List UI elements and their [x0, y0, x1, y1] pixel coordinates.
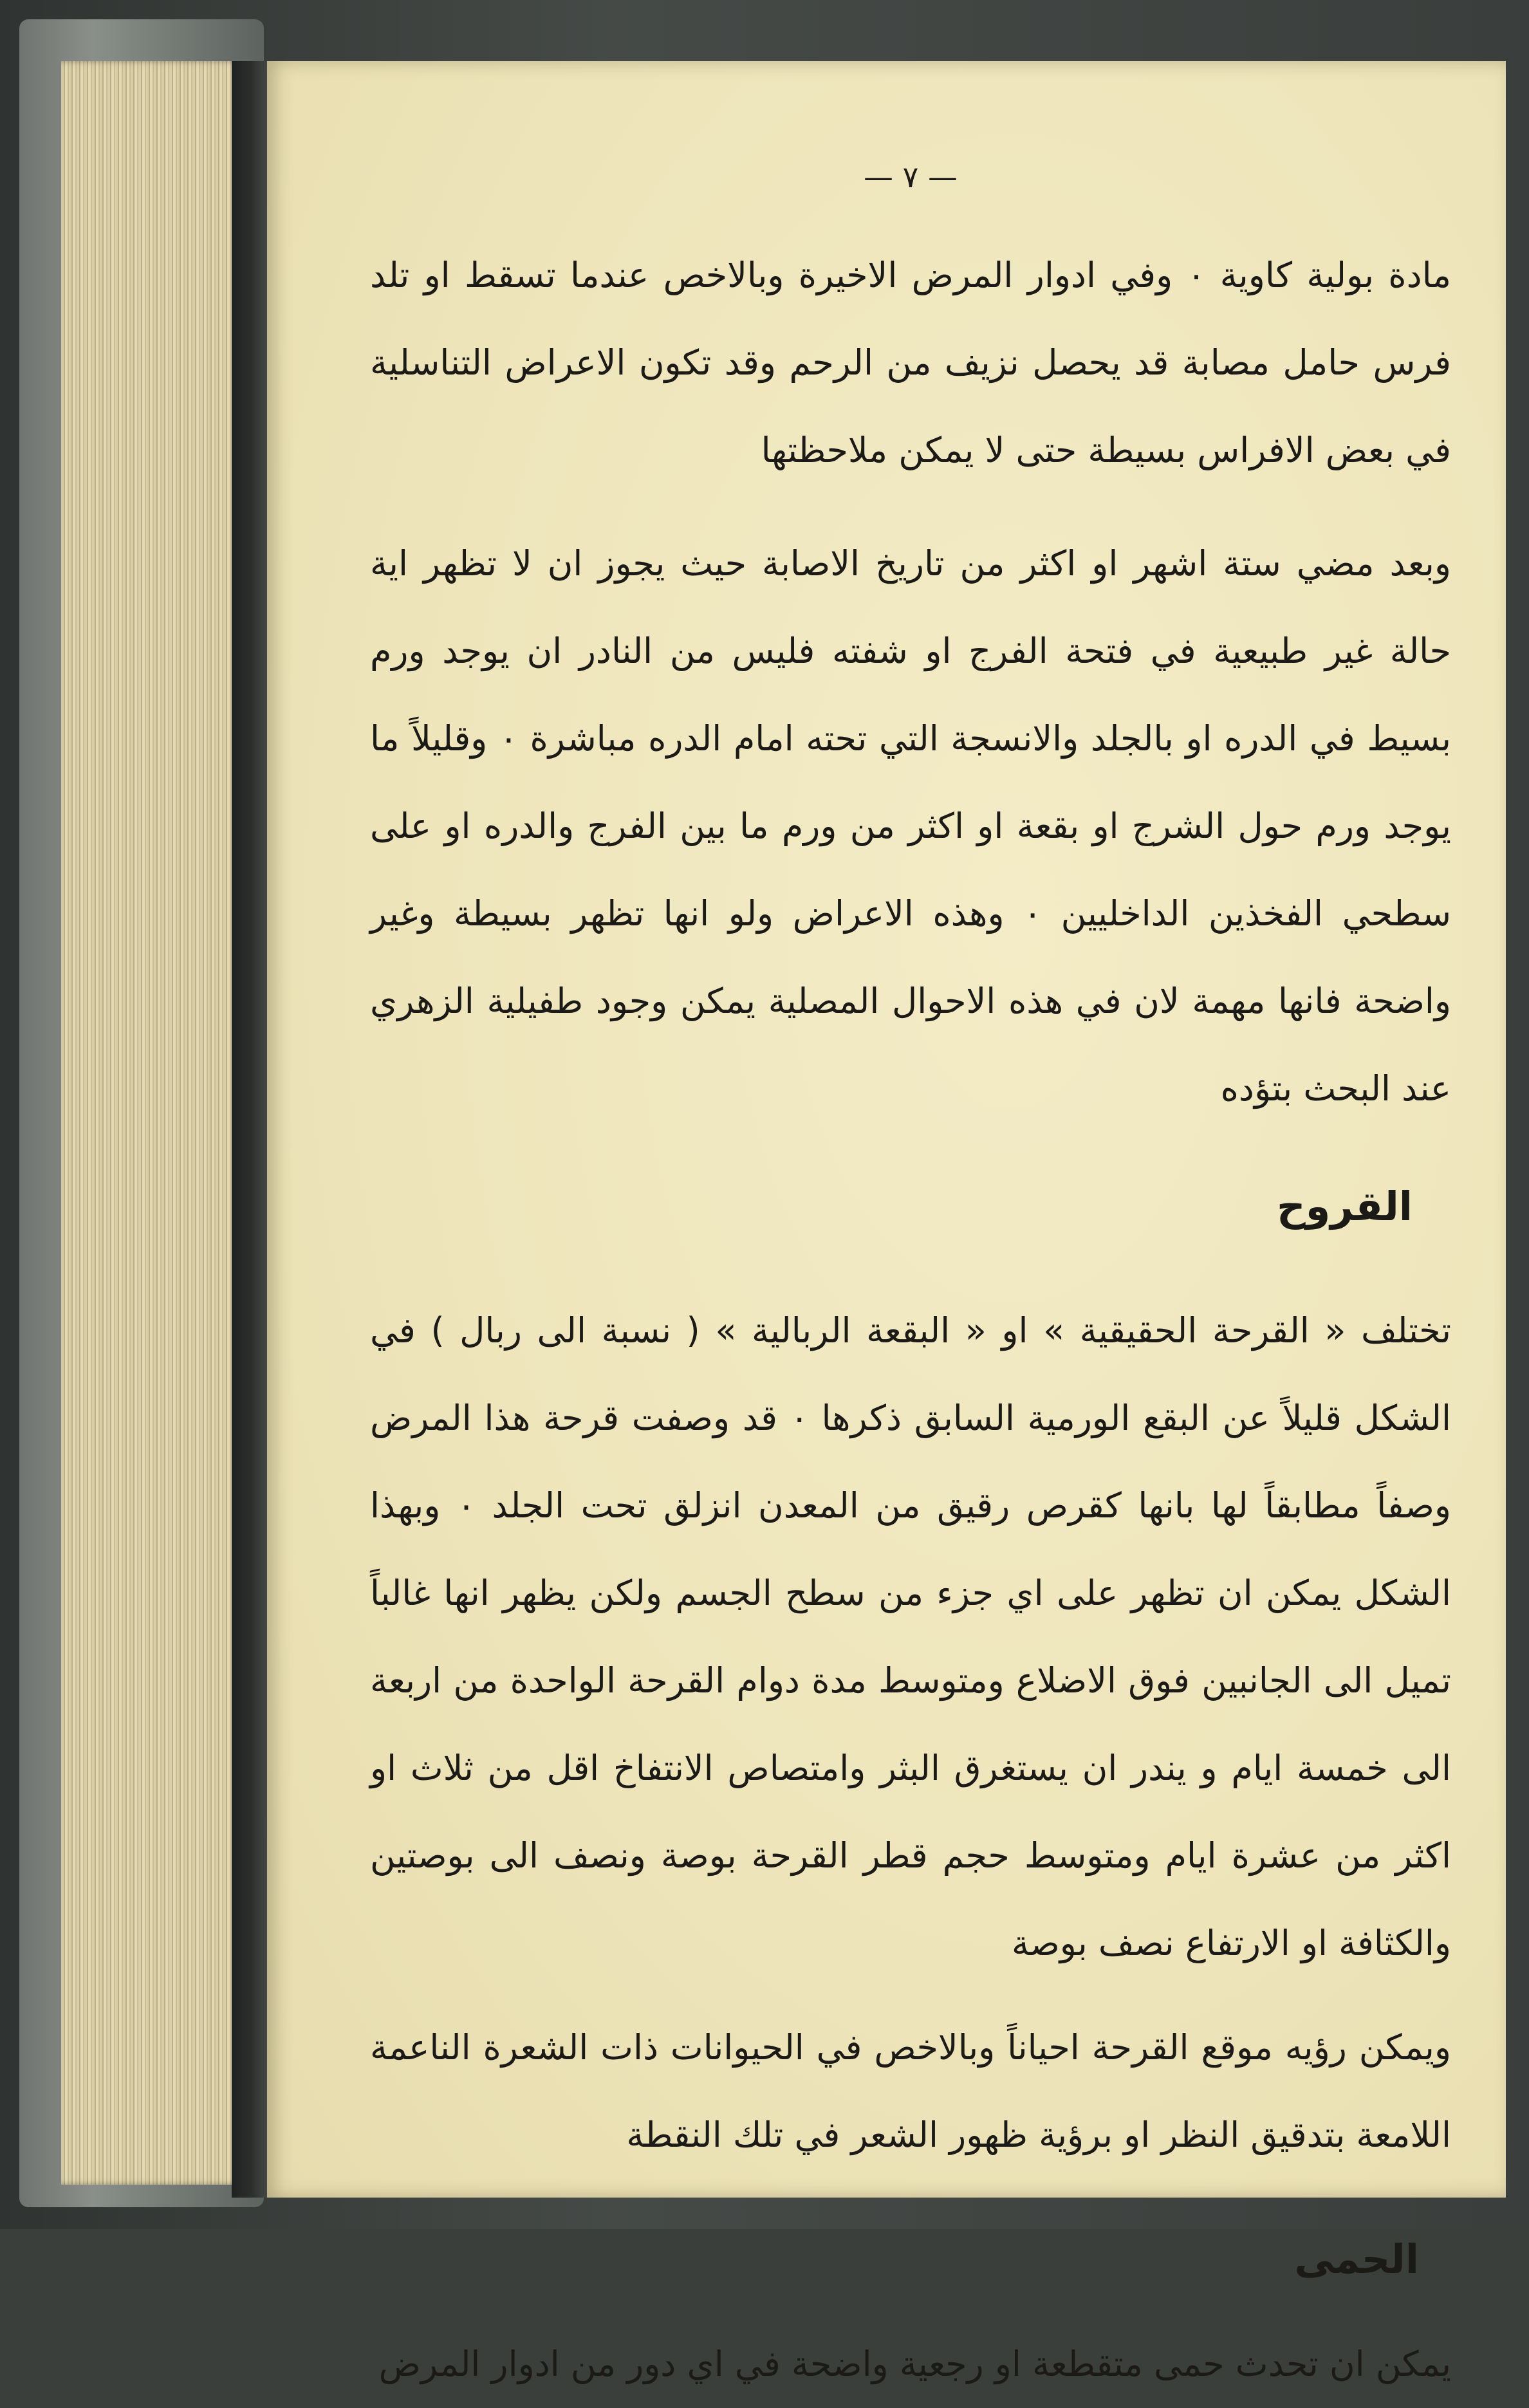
paragraph-1: مادة بولية كاوية ٠ وفي ادوار المرض الاخيرة وبالاخص عندما تسقط او تلد فرس حامل مصابة قد يحصل نزيف من الرحم وقد تكون الاعراض التناسلية في بعض الافراس بسيطة حتى لا يمكن ملاحظتها — [370, 255, 1451, 470]
book-gutter — [232, 61, 270, 2198]
paragraph-2: وبعد مضي ستة اشهر او اكثر من تاريخ الاصابة حيث يجوز ان لا تظهر اية حالة غير طبيعية في فتحة الفرج او شفته فليس من النادر ان يوجد ورم بسيط في الدره او بالجلد والانسجة التي تحته امام الدره مباشرة ٠ وقليلاً ما يوجد ورم حول الشرج او بقعة او اكثر من ورم ما بين الفرج والدره او على سطحي الفخذين الداخليين ٠ وهذه الاعراض ولو انها تظهر بسيطة وغير واضحة فانها مهمة لان في هذه الاحوال المصلية يمكن وجود طفيلية الزهري عند البحث بتؤده — [370, 543, 1451, 1109]
section-heading-fever: الحمى — [1294, 2236, 1419, 2283]
page-stack-edge — [61, 61, 254, 2185]
book-page — [267, 61, 1506, 2384]
paragraph-4: ويمكن رؤيه موقع القرحة احياناً وبالاخص في الحيوانات ذات الشعرة الناعمة اللامعة بتدقيق النظر او برؤية ظهور الشعر في تلك النقطة — [370, 2027, 1451, 2155]
page-content — [370, 158, 1451, 2408]
paragraph-3: تختلف « القرحة الحقيقية » او « البقعة الربالية » ( نسبة الى ربال ) في الشكل قليلاً عن البقع الورمية السابق ذكرها ٠ قد وصفت قرحة هذا المرض وصفاً مطابقاً لها بانها كقرص رقيق من المعدن انزلق تحت الجلد ٠ وبهذا الشكل يمكن ان تظهر على اي جزء من سطح الجسم ولكن يظهر انها غالباً تميل الى الجانبين فوق الاضلاع ومتوسط مدة دوام القرحة الواحدة من اربعة الى خمسة ايام و يندر ان يستغرق البثر وامتصاص الانتفاخ اقل من ثلاث او اكثر من عشرة ايام ومتوسط حجم قطر القرحة بوصة ونصف الى بوصتين والكثافة او الارتفاع نصف بوصة — [370, 1310, 1451, 1963]
page-number: — ٧ — — [864, 160, 958, 194]
paragraph-5: يمكن ان تحدث حمى متقطعة او رجعية واضحة في اي دور من ادوار المرض — [378, 2344, 1451, 2384]
section-heading-ulcers: القروح — [1277, 1183, 1413, 1230]
